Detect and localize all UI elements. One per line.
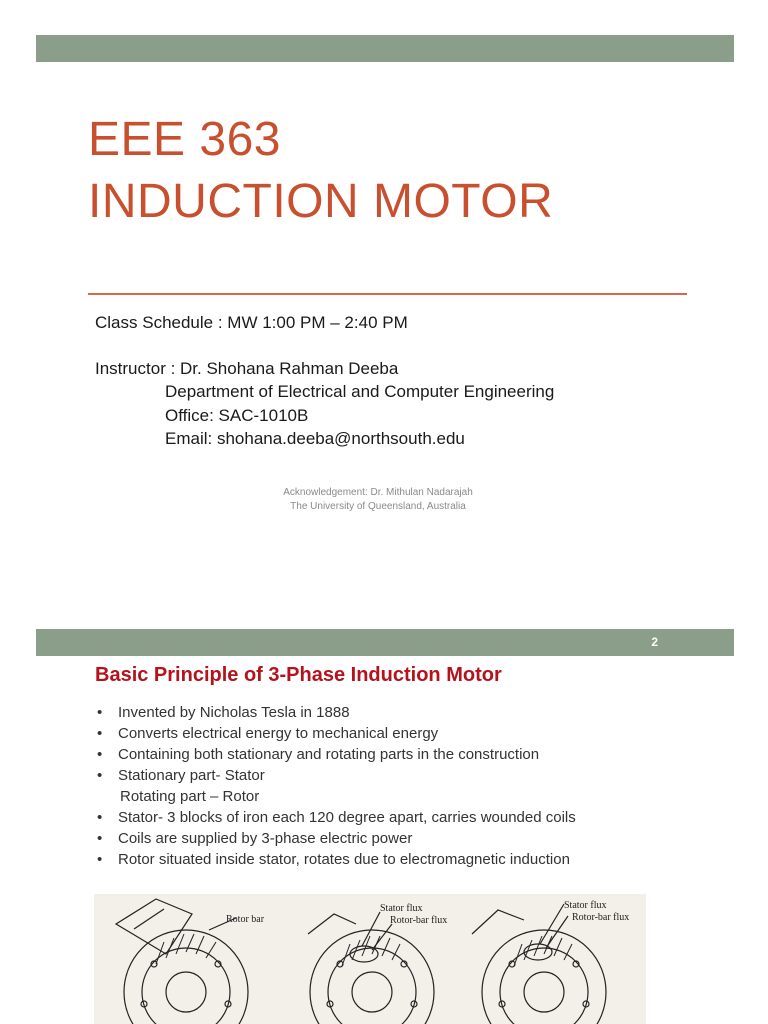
bullet-item: • Stator- 3 blocks of iron each 120 degree apart, carries wounded coils <box>97 809 576 826</box>
acknowledgement-affiliation: The University of Queensland, Australia <box>290 501 466 512</box>
bullet-item: • Converts electrical energy to mechanical energy <box>97 725 439 742</box>
class-schedule: Class Schedule : MW 1:00 PM – 2:40 PM <box>95 313 408 332</box>
department: Department of Electrical and Computer Engineering <box>165 382 555 401</box>
bullet-item: • Stationary part- Stator <box>97 767 265 784</box>
bullet-list <box>95 702 576 870</box>
bullet-icon: • <box>97 746 103 763</box>
induction-motor-diagram <box>94 894 646 1024</box>
course-code: EEE 363 <box>88 113 281 166</box>
header-bar <box>36 35 734 62</box>
course-title: INDUCTION MOTOR <box>88 175 554 228</box>
bullet-item: • Containing both stationary and rotating parts in the construction <box>97 746 540 763</box>
motor-diagram-svg <box>94 894 646 1024</box>
content-slide <box>0 628 768 1024</box>
label-stator-flux-1: Stator flux <box>380 903 423 914</box>
bullet-icon: • <box>97 704 103 721</box>
bullet-icon: • <box>97 851 103 868</box>
instructor-name: Instructor : Dr. Shohana Rahman Deeba <box>95 359 399 378</box>
label-rotor-bar: Rotor bar <box>226 914 265 925</box>
section-title: Basic Principle of 3-Phase Induction Motor <box>95 664 502 686</box>
motor-figure-2 <box>308 912 434 1024</box>
label-rotor-bar-flux-2: Rotor-bar flux <box>572 912 630 923</box>
email: Email: shohana.deeba@northsouth.edu <box>165 429 465 448</box>
office: Office: SAC-1010B <box>165 406 309 425</box>
bullet-icon: • <box>97 725 103 742</box>
label-stator-flux-2: Stator flux <box>564 900 607 911</box>
bullet-item: • Coils are supplied by 3-phase electric power <box>97 830 413 847</box>
bullet-item: • Rotor situated inside stator, rotates due to electromagnetic induction <box>97 851 570 868</box>
label-rotor-bar-flux-1: Rotor-bar flux <box>390 915 448 926</box>
bullet-item: • Invented by Nicholas Tesla in 1888 <box>97 704 350 721</box>
bullet-continuation: Rotating part – Rotor <box>120 788 260 805</box>
header-bar <box>36 629 734 656</box>
title-divider <box>88 293 687 295</box>
bullet-icon: • <box>97 767 103 784</box>
acknowledgement-line: Acknowledgement: Dr. Mithulan Nadarajah <box>283 487 473 498</box>
bullet-icon: • <box>97 809 103 826</box>
bullet-icon: • <box>97 830 103 847</box>
slide-number: 2 <box>651 635 658 649</box>
